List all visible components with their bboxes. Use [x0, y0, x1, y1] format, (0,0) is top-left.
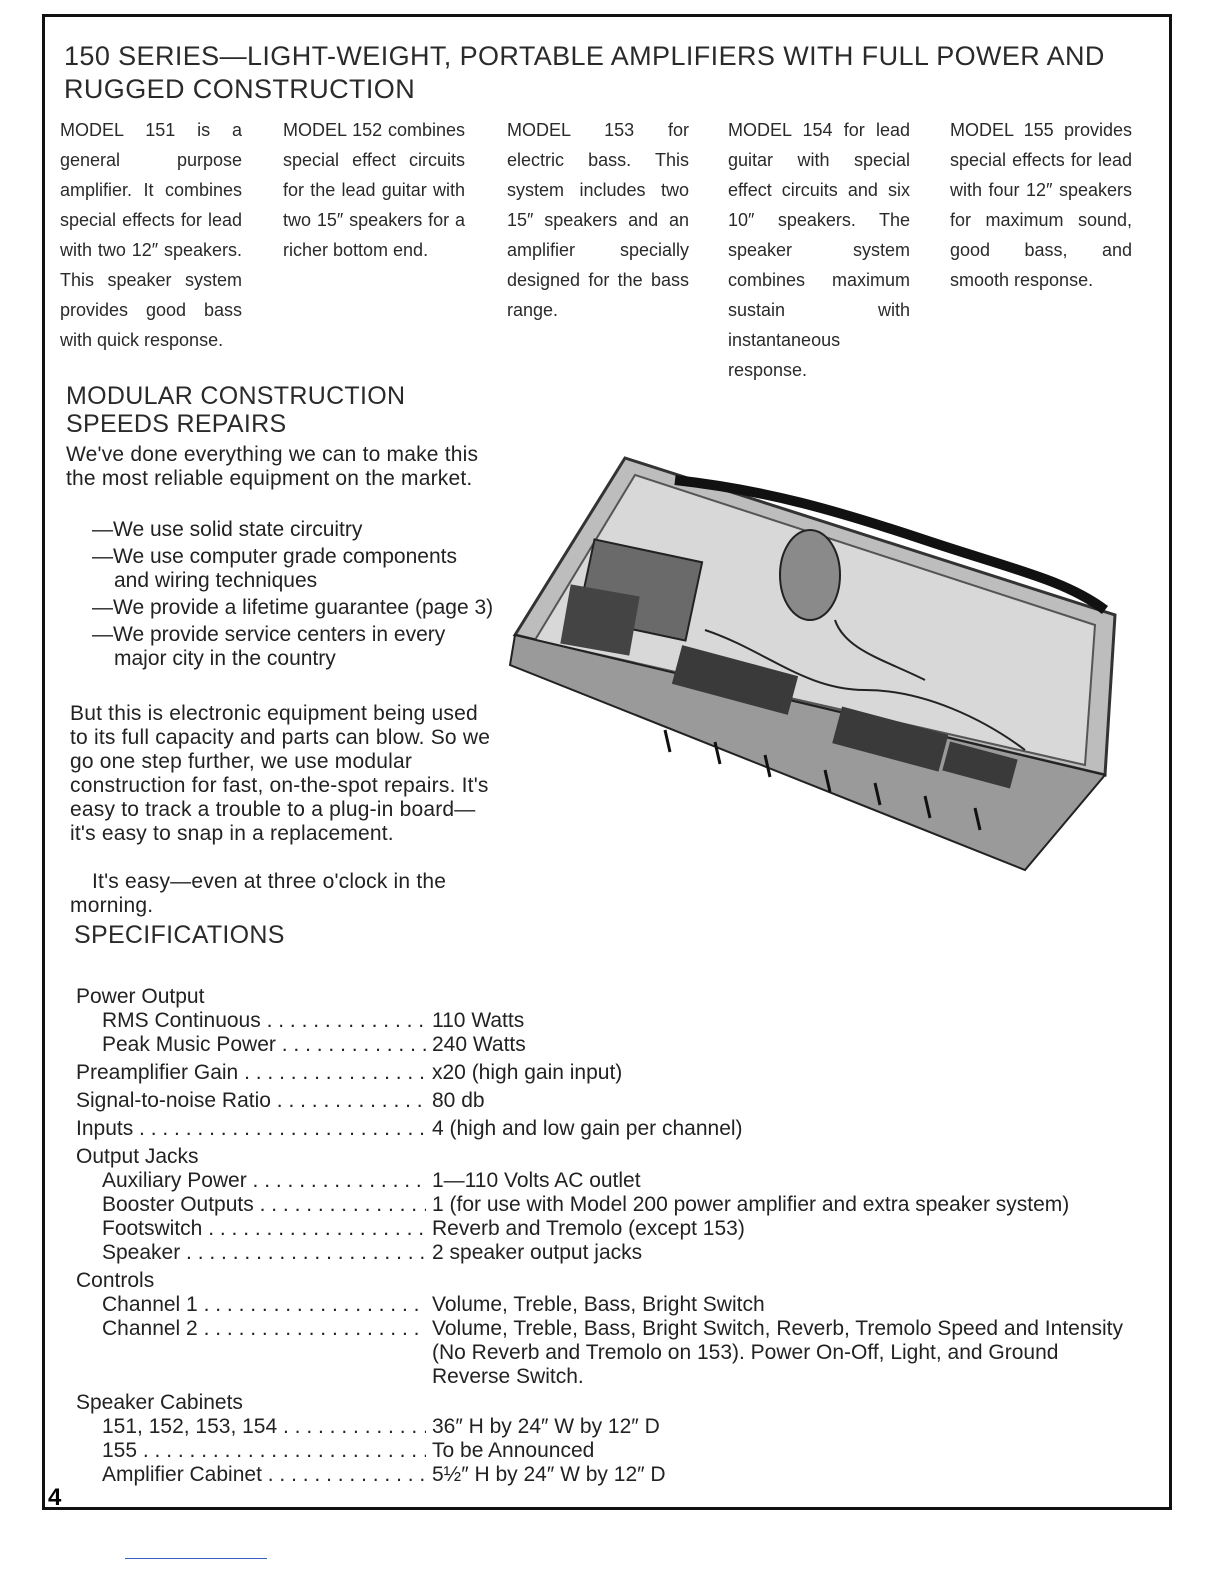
spec-row: [76, 1009, 1156, 1033]
spec-label: 151, 152, 153, 154 . . .: [102, 1415, 426, 1439]
modular-title-line2: SPEEDS REPAIRS: [66, 410, 287, 438]
spec-label: Booster Outputs . . .: [102, 1193, 426, 1217]
spec-label: Speaker . . .: [102, 1241, 426, 1265]
feature-item: —We provide a lifetime guarantee (page 3): [92, 596, 494, 619]
spec-label: Peak Music Power . . .: [102, 1033, 426, 1057]
spec-value: 110 Watts: [432, 1009, 525, 1032]
spec-row: [76, 1217, 1156, 1241]
spec-value: 36″ H by 24″ W by 12″ D: [432, 1415, 660, 1438]
spec-value: 1 (for use with Model 200 power amplifier and extra speaker system): [432, 1193, 1070, 1216]
spec-label: Speaker Cabinets: [76, 1391, 243, 1414]
spec-label: Channel 1 . . .: [102, 1293, 426, 1317]
spec-row: [76, 1061, 1156, 1085]
spec-value: 2 speaker output jacks: [432, 1241, 643, 1264]
feature-list: [92, 518, 496, 674]
page-headline: 150 SERIES—LIGHT-WEIGHT, PORTABLE AMPLIFIERS WITH FULL POWER AND RUGGED CONSTRUCTION: [64, 41, 1105, 104]
model-155-description: MODEL 155 provides special effects for lead with four 12″ speakers for maximum sound, good bass, and smooth response.: [950, 120, 1132, 290]
spec-row: [76, 1117, 1156, 1141]
spec-value: 240 Watts: [432, 1033, 526, 1056]
spec-value: 4 (high and low gain per channel): [432, 1117, 743, 1140]
model-152-description: MODEL 152 combines special effect circuits for the lead guitar with two 15″ speakers for a richer bottom end.: [283, 120, 465, 260]
spec-label: Signal-to-noise Ratio . . .: [76, 1089, 426, 1113]
model-154-description: MODEL 154 for lead guitar with special effect circuits and six 10″ speakers. The speaker system combines maximum sustain with instantaneous response.: [728, 120, 910, 380]
specifications-table: [76, 985, 1156, 1487]
modular-intro: We've done everything we can to make this the most reliable equipment on the market.: [66, 443, 479, 490]
spec-value: 1—110 Volts AC outlet: [432, 1169, 641, 1192]
spec-value: 5½″ H by 24″ W by 12″ D: [432, 1463, 666, 1486]
spec-label: Preamplifier Gain . . .: [76, 1061, 426, 1085]
spec-row: [76, 1439, 1156, 1463]
spec-row: [76, 1415, 1156, 1439]
modular-closing: It's easy—even at three o'clock in the morning.: [70, 870, 447, 917]
feature-item: —We use computer grade components and wiring techniques: [92, 545, 457, 592]
spec-value: 80 db: [432, 1089, 485, 1112]
spec-label: Output Jacks: [76, 1145, 199, 1168]
spec-label: Controls: [76, 1269, 155, 1292]
feature-item: —We provide service centers in every major city in the country: [92, 623, 446, 670]
spec-group-heading: [76, 1391, 1156, 1415]
spec-value: Volume, Treble, Bass, Bright Switch, Reverb, Tremolo Speed and Intensity (No Reverb and Tremolo on 153). Power On-Off, Light, and Ground Reverse Switch.: [432, 1317, 1124, 1388]
spec-label: RMS Continuous . . .: [102, 1009, 426, 1033]
specifications-title: SPECIFICATIONS: [74, 921, 285, 949]
spec-label: Inputs . . .: [76, 1117, 426, 1141]
spec-value: To be Announced: [432, 1439, 595, 1462]
spec-row: [76, 1193, 1156, 1217]
spec-row: [76, 1317, 1156, 1391]
amplifier-chassis-photo: [505, 450, 1145, 890]
spec-row: [76, 1089, 1156, 1113]
spec-label: Power Output: [76, 985, 205, 1008]
modular-paragraph: But this is electronic equipment being used to its full capacity and parts can blow. So we go one step further, we use modular construction for fast, on-the-spot repairs. It's easy to track a trouble to a plug-in board—it's easy to snap in a replacement.: [70, 702, 491, 845]
spec-label: Channel 2 . . .: [102, 1317, 426, 1341]
spec-label: 155 . . .: [102, 1439, 426, 1463]
spec-value: Volume, Treble, Bass, Bright Switch: [432, 1293, 765, 1316]
spec-value: Reverb and Tremolo (except 153): [432, 1217, 745, 1240]
page-number: 4: [48, 1484, 62, 1511]
spec-label: Auxiliary Power . . .: [102, 1169, 426, 1193]
modular-title-line1: MODULAR CONSTRUCTION: [66, 382, 406, 410]
model-151-description: MODEL 151 is a general purpose amplifier. It combines special effects for lead with two 12″ speakers. This speaker system provides good bass with quick response.: [60, 120, 242, 350]
spec-group-heading: [76, 985, 1156, 1009]
spec-row: [76, 1293, 1156, 1317]
feature-item: —We use solid state circuitry: [92, 518, 363, 541]
spec-value: x20 (high gain input): [432, 1061, 623, 1084]
spec-row: [76, 1033, 1156, 1057]
bottom-rule: [125, 1558, 267, 1559]
model-153-description: MODEL 153 for electric bass. This system includes two 15″ speakers and an amplifier specially designed for the bass range.: [507, 120, 689, 320]
spec-row: [76, 1463, 1156, 1487]
spec-label: Footswitch . . .: [102, 1217, 426, 1241]
spec-group-heading: [76, 1145, 1156, 1169]
spec-label: Amplifier Cabinet . . .: [102, 1463, 426, 1487]
spec-row: [76, 1169, 1156, 1193]
spec-row: [76, 1241, 1156, 1265]
spec-group-heading: [76, 1269, 1156, 1293]
